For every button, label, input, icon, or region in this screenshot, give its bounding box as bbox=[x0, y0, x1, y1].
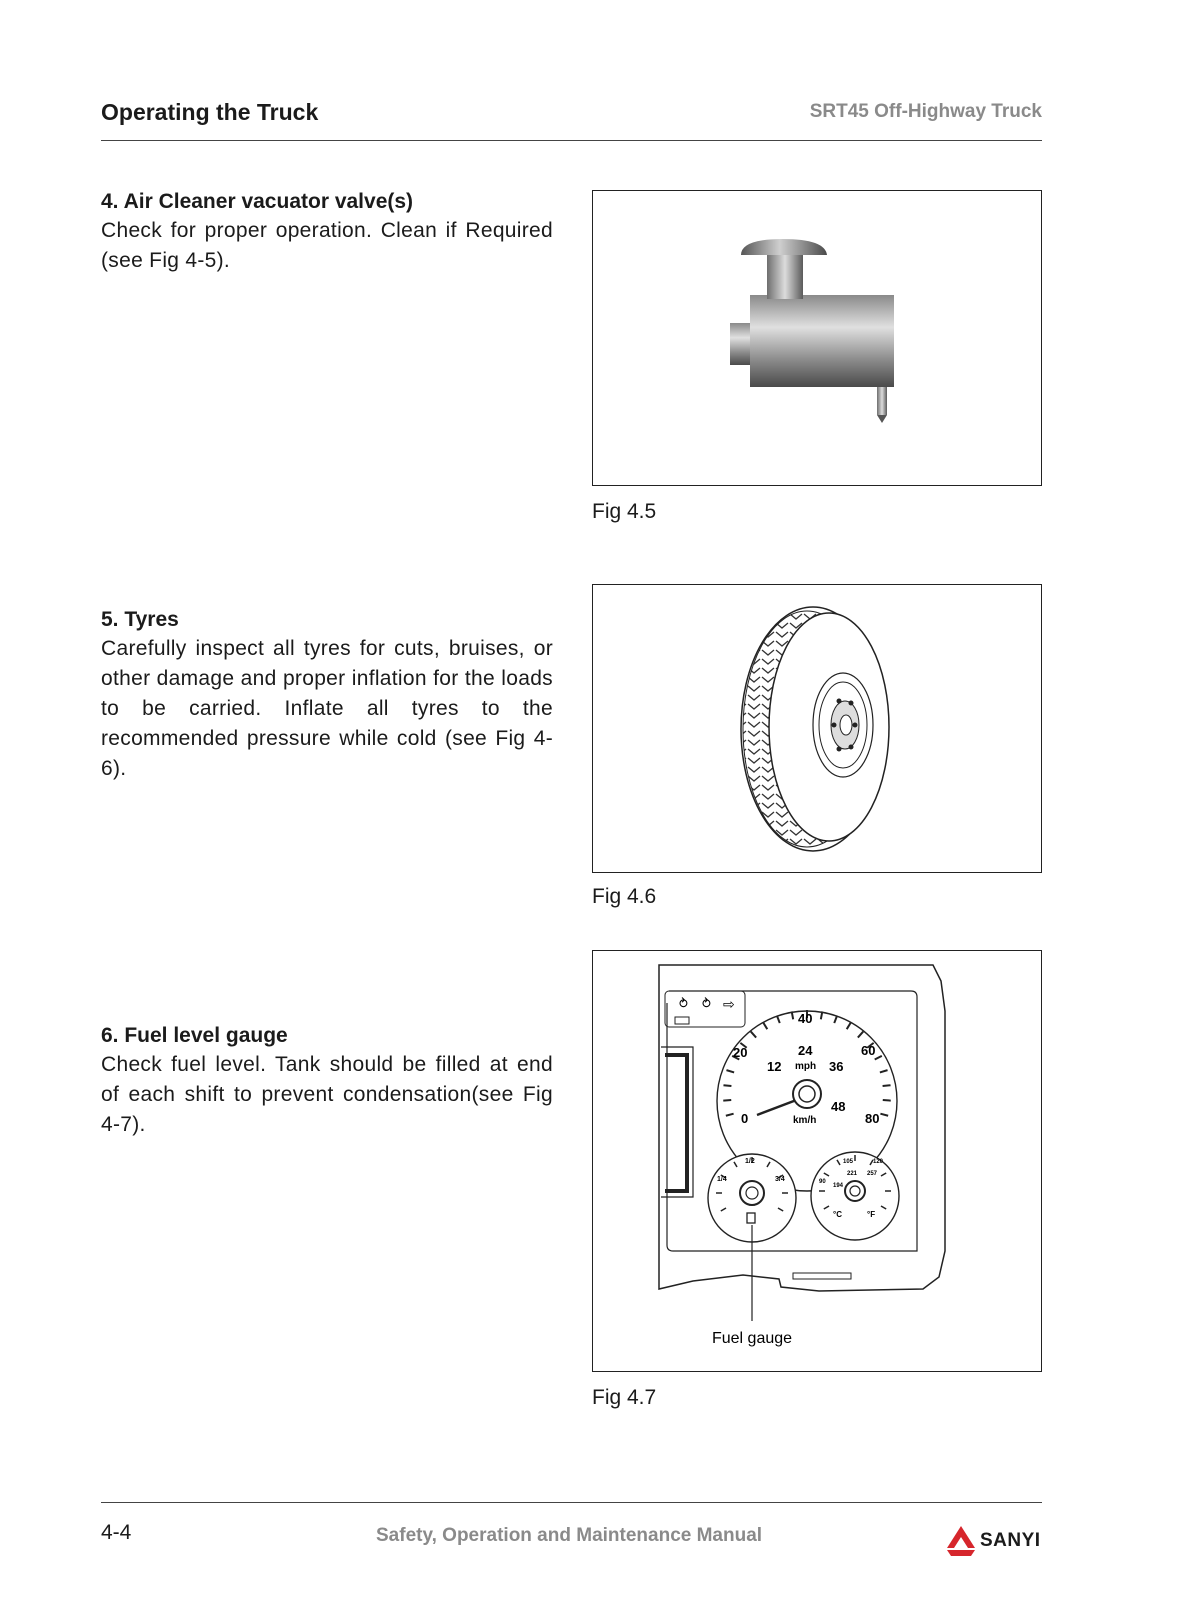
temp-tick-f-194: 194 bbox=[833, 1183, 844, 1189]
speedo-unit-kmh: km/h bbox=[793, 1115, 817, 1126]
fuel-tick-quarter: 1/4 bbox=[717, 1176, 727, 1183]
brand-logo bbox=[944, 1522, 1048, 1560]
section-title-tyres: 5. Tyres bbox=[101, 608, 179, 631]
dashboard-illustration bbox=[593, 951, 1043, 1373]
figure-caption-4-5: Fig 4.5 bbox=[592, 500, 657, 523]
speedo-kmh-40: 40 bbox=[798, 1011, 813, 1026]
speedo-mph-48: 48 bbox=[831, 1099, 846, 1114]
speedo-kmh-80: 80 bbox=[865, 1111, 880, 1126]
speedo-mph-36: 36 bbox=[829, 1059, 844, 1074]
temp-unit-c: °C bbox=[833, 1210, 842, 1219]
section-header-title: Operating the Truck bbox=[101, 99, 319, 125]
figure-dashboard bbox=[592, 950, 1042, 1372]
speedo-mph-24: 24 bbox=[798, 1043, 813, 1058]
figure-caption-4-7: Fig 4.7 bbox=[592, 1386, 657, 1409]
temp-tick-c-90: 90 bbox=[819, 1179, 826, 1185]
section-title-air-cleaner: 4. Air Cleaner vacuator valve(s) bbox=[101, 190, 414, 213]
temp-unit-f: °F bbox=[867, 1210, 876, 1219]
manual-header-title: SRT45 Off-Highway Truck bbox=[809, 101, 1042, 122]
figure-caption-4-6: Fig 4.6 bbox=[592, 885, 657, 908]
vacuator-valve-illustration bbox=[593, 191, 1043, 487]
turn-signal-icon: ⇨ bbox=[723, 996, 735, 1012]
figure-tyre bbox=[592, 584, 1042, 873]
section-title-fuel-level: 6. Fuel level gauge bbox=[101, 1024, 288, 1047]
speedo-kmh-60: 60 bbox=[861, 1043, 876, 1058]
gauge-tick bbox=[883, 1085, 891, 1086]
gauge-tick bbox=[723, 1085, 731, 1086]
tyre-illustration bbox=[593, 585, 1043, 874]
temp-tick-c-105: 105 bbox=[843, 1159, 854, 1165]
page-number: 4-4 bbox=[101, 1521, 132, 1544]
temp-tick-f-221: 221 bbox=[847, 1171, 858, 1177]
speedo-mph-12: 12 bbox=[767, 1059, 782, 1074]
speedo-unit-mph: mph bbox=[795, 1061, 817, 1072]
speedo-kmh-20: 20 bbox=[733, 1045, 748, 1060]
fuel-tick-half: 1/2 bbox=[745, 1158, 755, 1165]
gauge-tick bbox=[883, 1100, 891, 1101]
footer-manual-name: Safety, Operation and Maintenance Manual bbox=[376, 1525, 763, 1546]
temp-tick-f-257: 257 bbox=[867, 1171, 878, 1177]
section-body-fuel-level: Check fuel level. Tank should be filled at end of each shift to prevent condensation(see Fig 4-7). bbox=[101, 1053, 553, 1136]
warning-icon-2: ⥁ bbox=[702, 996, 711, 1011]
warning-icon-1: ⥁ bbox=[679, 996, 688, 1011]
fuel-tick-three-quarter: 3/4 bbox=[775, 1176, 785, 1183]
brand-name: SANYI bbox=[980, 1530, 1041, 1551]
figure-vacuator-valve bbox=[592, 190, 1042, 486]
speedo-kmh-0: 0 bbox=[741, 1111, 749, 1126]
fuel-gauge-callout-label: Fuel gauge bbox=[711, 1330, 793, 1347]
temp-tick-c-120: 120 bbox=[873, 1159, 884, 1165]
section-body-air-cleaner: Check for proper operation. Clean if Required (see Fig 4-5). bbox=[101, 219, 553, 272]
section-body-tyres: Carefully inspect all tyres for cuts, bruises, or other damage and proper inflation for the loads to be carried. Inflate all tyres to the recommended pressure while cold (see Fig 4-6). bbox=[101, 637, 553, 780]
gauge-tick bbox=[723, 1100, 731, 1101]
header-divider bbox=[101, 140, 1042, 141]
footer-divider bbox=[101, 1502, 1042, 1503]
brand-logo-icon bbox=[944, 1522, 978, 1560]
